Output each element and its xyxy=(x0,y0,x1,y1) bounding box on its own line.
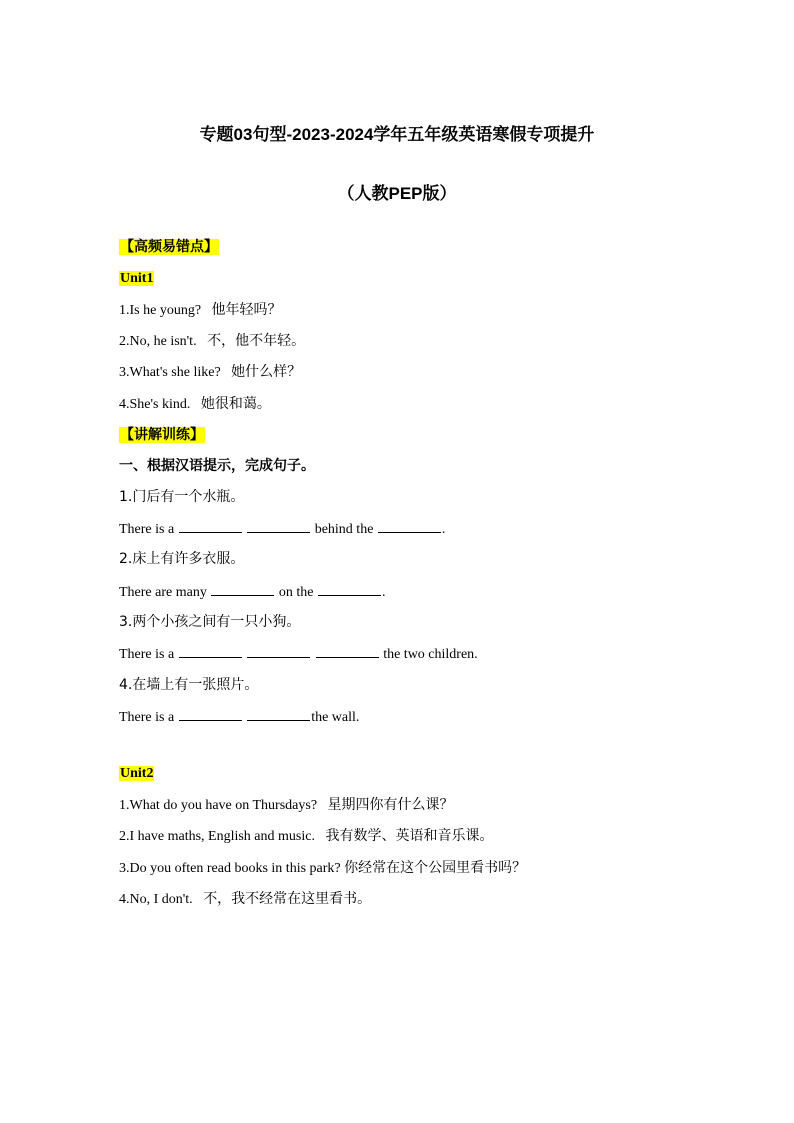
section-explain-practice xyxy=(119,426,205,445)
unit2-item-4 xyxy=(119,890,371,909)
document-subtitle: （人教PEP版） xyxy=(337,184,457,203)
unit2-item-3-cn: 你经常在这个公园里看书吗？ xyxy=(344,860,527,876)
answer-blank[interactable] xyxy=(247,644,310,658)
exercise-q2-sentence xyxy=(119,582,385,602)
exercise-q1-prompt: 1.门后有一个水瓶。 xyxy=(119,489,245,505)
exercise-q1-sentence xyxy=(119,519,445,539)
exercise-q4-part1: There is a xyxy=(119,710,175,725)
exercise-heading: 一、根据汉语提示，完成句子。 xyxy=(119,458,315,474)
unit1-item-1 xyxy=(119,301,282,320)
exercise-q3-prompt: 3.两个小孩之间有一只小狗。 xyxy=(119,614,301,630)
document-title: 专题03句型-2023-2024学年五年级英语寒假专项提升 xyxy=(199,125,595,144)
unit1-item-3-en: 3.What's she like? xyxy=(119,365,221,380)
section-high-frequency xyxy=(119,238,219,257)
unit2-item-2-cn: 我有数学、英语和音乐课。 xyxy=(325,828,494,844)
exercise-q2-part2: on the xyxy=(278,585,314,600)
exercise-q3-part1: There is a xyxy=(119,647,175,662)
unit2-label: Unit2 xyxy=(120,766,154,781)
exercise-q2-part3: . xyxy=(381,585,386,600)
exercise-q4-sentence xyxy=(119,707,359,727)
unit2-item-2-en: 2.I have maths, English and music. xyxy=(119,829,315,844)
answer-blank[interactable] xyxy=(378,519,441,533)
unit1-item-1-en: 1.Is he young? xyxy=(119,303,202,318)
exercise-q1-part2: behind the xyxy=(314,522,374,537)
unit1-item-4 xyxy=(119,395,271,414)
answer-blank[interactable] xyxy=(179,707,242,721)
unit2-item-1-cn: 星期四你有什么课？ xyxy=(327,797,454,813)
section-explain-practice-label: 【讲解训练】 xyxy=(120,427,204,443)
unit1-item-3 xyxy=(119,363,301,382)
unit1-item-2-cn: 不，他不年轻。 xyxy=(207,333,306,349)
answer-blank[interactable] xyxy=(179,519,242,533)
unit2-item-3 xyxy=(119,859,526,878)
unit2-item-1 xyxy=(119,796,454,815)
unit1-item-2 xyxy=(119,332,305,351)
answer-blank[interactable] xyxy=(179,644,242,658)
unit1-heading xyxy=(119,270,154,288)
answer-blank[interactable] xyxy=(247,707,310,721)
exercise-q4-part2: the wall. xyxy=(311,710,360,725)
exercise-q4-prompt: 4.在墙上有一张照片。 xyxy=(119,677,259,693)
exercise-q3-part2: the two children. xyxy=(383,647,478,662)
exercise-q3-sentence xyxy=(119,644,478,664)
exercise-q2-prompt: 2.床上有许多衣服。 xyxy=(119,551,245,567)
unit2-item-3-en: 3.Do you often read books in this park? xyxy=(119,861,341,876)
answer-blank[interactable] xyxy=(318,582,381,596)
unit2-item-4-en: 4.No, I don't. xyxy=(119,892,193,907)
unit1-item-2-en: 2.No, he isn't. xyxy=(119,334,197,349)
unit1-label: Unit1 xyxy=(120,271,154,286)
unit1-item-4-en: 4.She's kind. xyxy=(119,397,191,412)
unit2-item-2 xyxy=(119,827,493,846)
exercise-q2-part1: There are many xyxy=(119,585,207,600)
unit1-item-3-cn: 她什么样？ xyxy=(231,364,302,380)
answer-blank[interactable] xyxy=(211,582,274,596)
exercise-q1-part3: . xyxy=(441,522,446,537)
answer-blank[interactable] xyxy=(247,519,310,533)
unit1-item-4-cn: 她很和蔼。 xyxy=(200,396,271,412)
unit2-item-4-cn: 不，我不经常在这里看书。 xyxy=(203,891,372,907)
unit1-item-1-cn: 他年轻吗？ xyxy=(211,302,282,318)
exercise-q1-part1: There is a xyxy=(119,522,175,537)
section-high-frequency-label: 【高频易错点】 xyxy=(120,239,218,255)
answer-blank[interactable] xyxy=(316,644,379,658)
unit2-heading xyxy=(119,765,154,783)
unit2-item-1-en: 1.What do you have on Thursdays? xyxy=(119,798,318,813)
